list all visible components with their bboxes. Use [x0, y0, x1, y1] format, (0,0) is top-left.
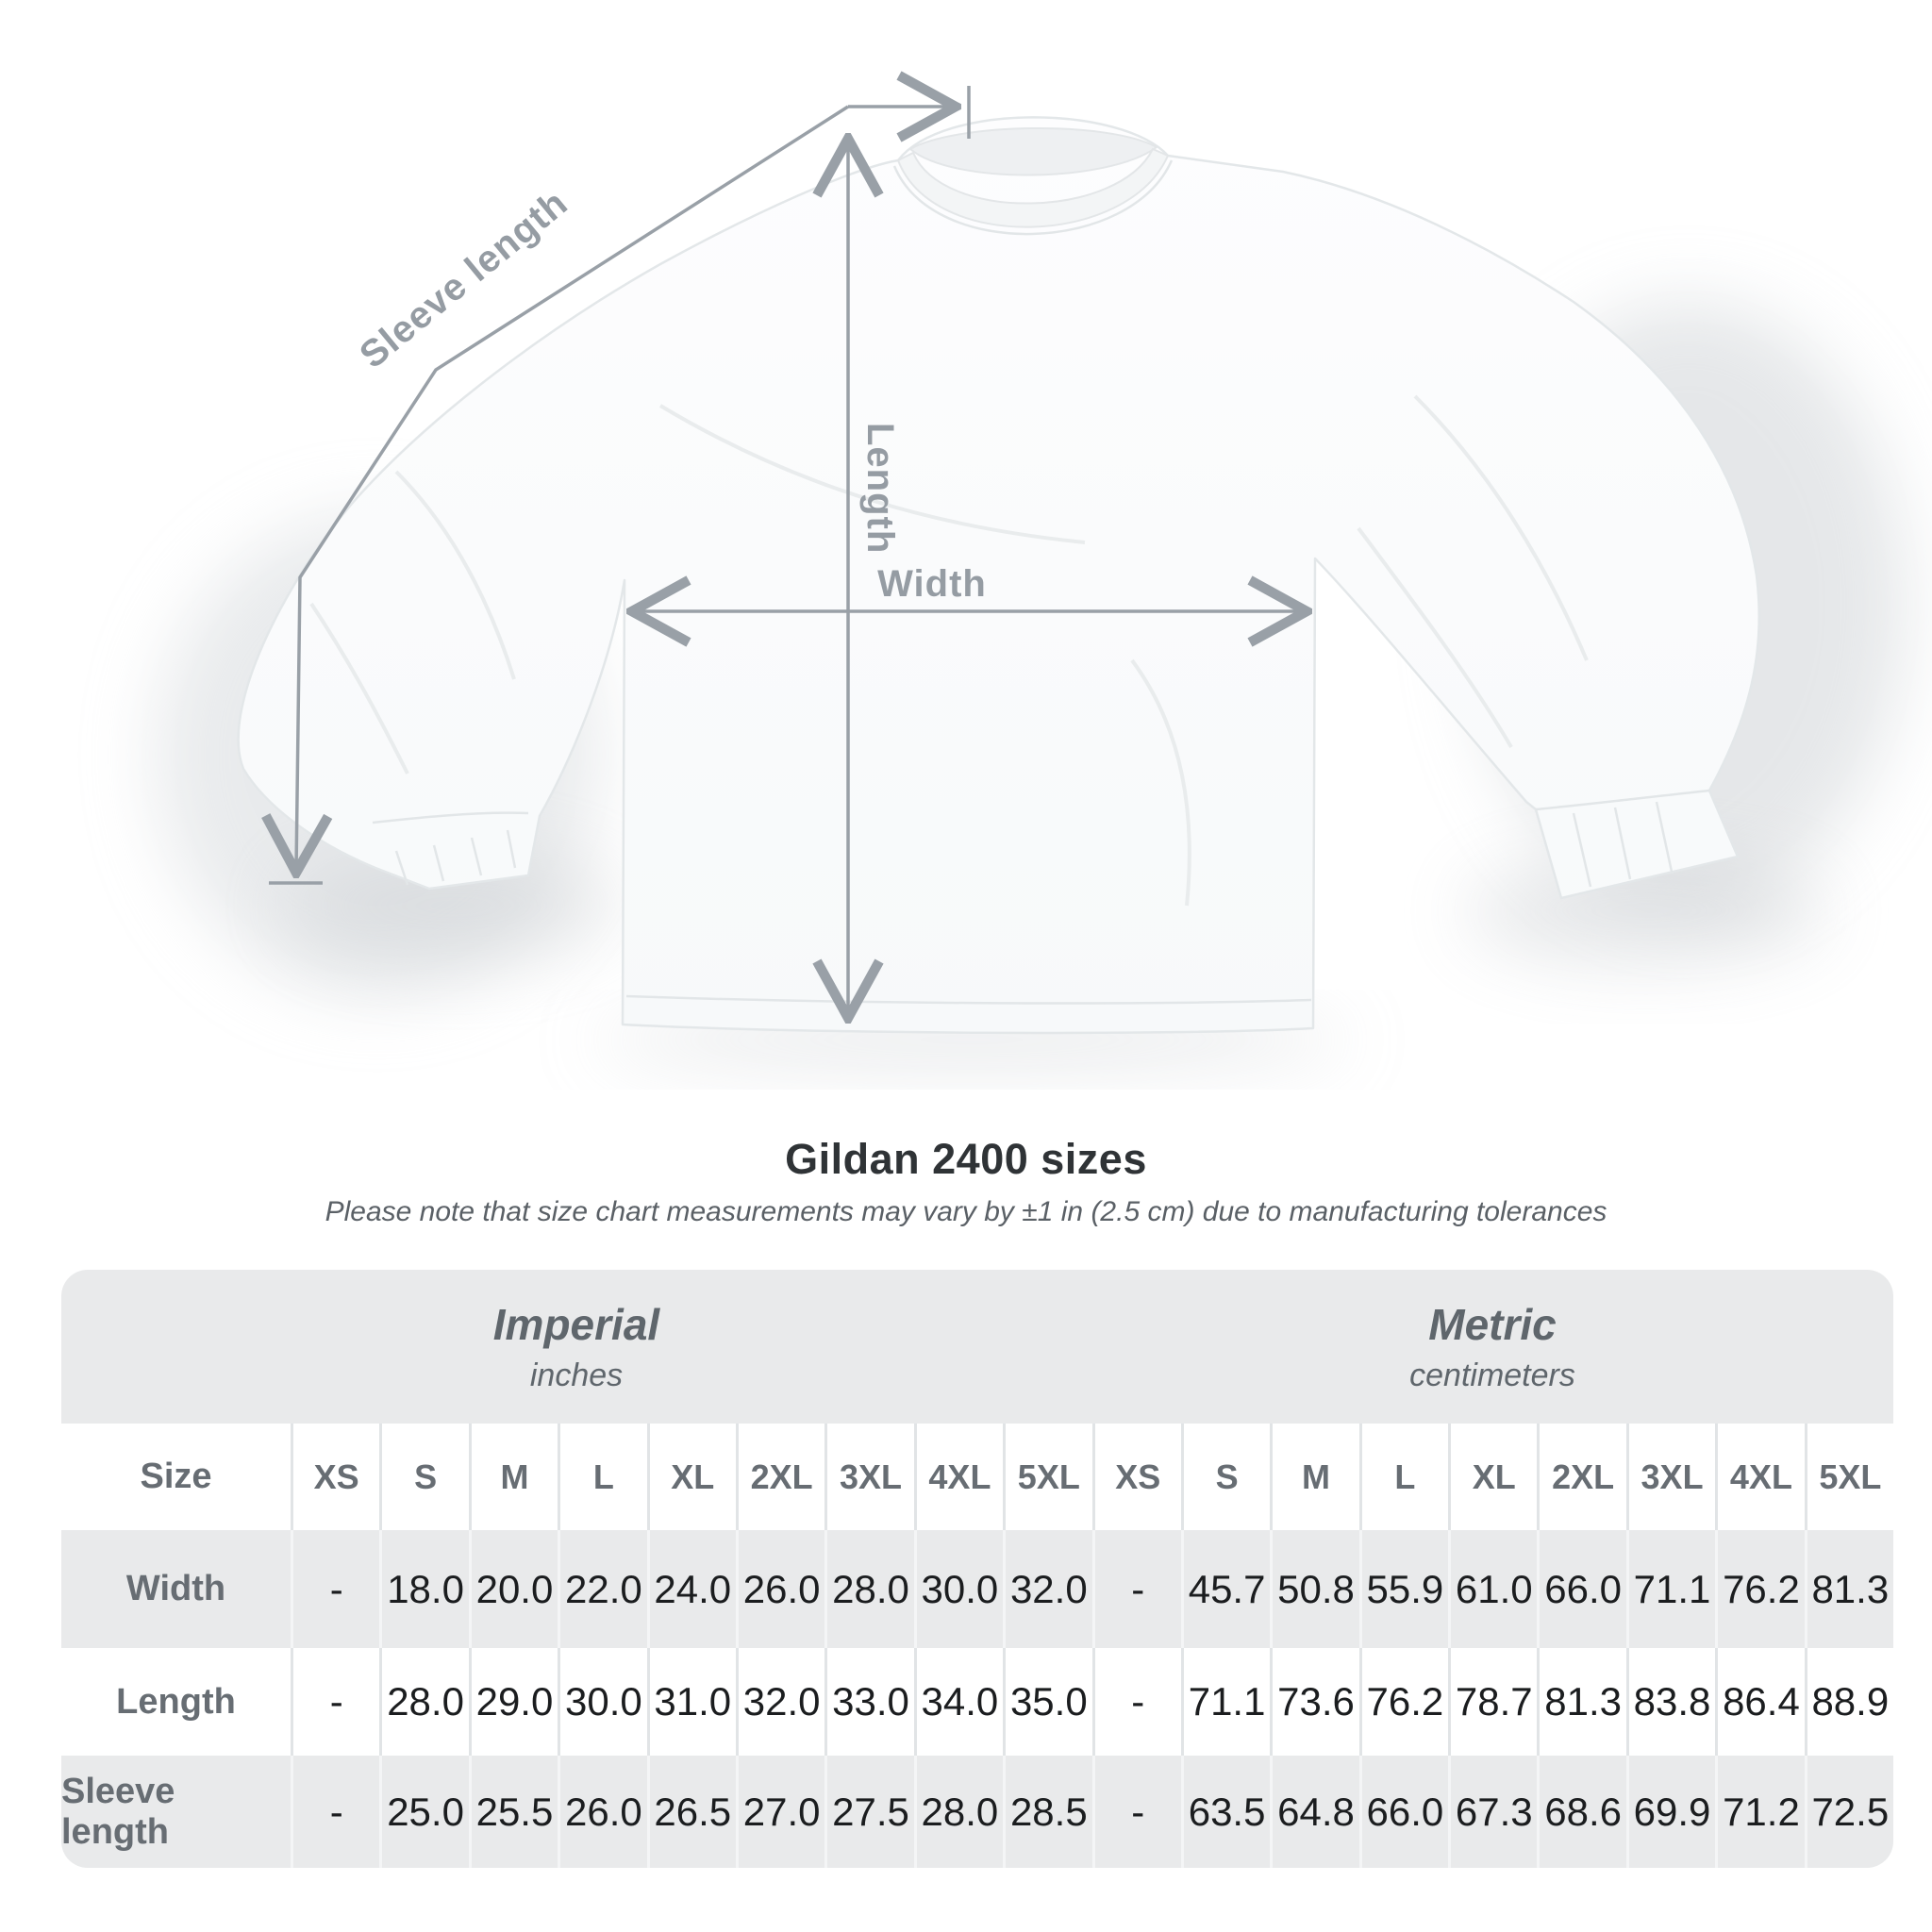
page-title: Gildan 2400 sizes	[785, 1135, 1147, 1183]
length-label: Length	[859, 423, 901, 555]
length-row-value-1: 28.0	[379, 1648, 468, 1756]
sleeve-length-row-value-3: 26.0	[558, 1756, 646, 1868]
sleeve-length-row-value-4: 26.5	[647, 1756, 736, 1868]
size-label-8: 5XL	[1003, 1424, 1091, 1530]
length-row-value-15: 83.8	[1626, 1648, 1715, 1756]
width-row-value-14: 66.0	[1537, 1530, 1625, 1648]
size-label-17: 5XL	[1805, 1424, 1893, 1530]
length-row-value-7: 34.0	[914, 1648, 1003, 1756]
sleeve-length-row-value-7: 28.0	[914, 1756, 1003, 1868]
sleeve-length-row-value-12: 66.0	[1359, 1756, 1448, 1868]
sleeve-length-row-value-10: 63.5	[1181, 1756, 1270, 1868]
length-row-value-16: 86.4	[1715, 1648, 1804, 1756]
sleeve-length-row-value-14: 68.6	[1537, 1756, 1625, 1868]
width-row-label: Width	[125, 1569, 226, 1608]
sleeve-length-row-value-9: -	[1092, 1756, 1181, 1868]
length-row-value-6: 33.0	[824, 1648, 913, 1756]
length-row-value-5: 32.0	[736, 1648, 824, 1756]
width-row-value-10: 45.7	[1181, 1530, 1270, 1648]
sleeve-length-row-value-17: 72.5	[1805, 1756, 1893, 1868]
imperial-band	[61, 1270, 1091, 1424]
size-label-11: M	[1270, 1424, 1358, 1530]
size-label-1: S	[379, 1424, 468, 1530]
size-label-13: XL	[1448, 1424, 1537, 1530]
size-label-15: 3XL	[1626, 1424, 1715, 1530]
width-row-value-17: 81.3	[1805, 1530, 1893, 1648]
width-row-value-0: -	[291, 1530, 379, 1648]
length-row-value-3: 30.0	[558, 1648, 646, 1756]
width-row-value-16: 76.2	[1715, 1530, 1804, 1648]
metric-label: Metric	[1428, 1300, 1557, 1349]
imperial-sublabel: inches	[529, 1357, 624, 1393]
length-row-value-0: -	[291, 1648, 379, 1756]
size-chart-table	[61, 1270, 1893, 1868]
size-label-16: 4XL	[1715, 1424, 1804, 1530]
size-header-row	[61, 1424, 1893, 1530]
width-row-value-5: 26.0	[736, 1530, 824, 1648]
width-row-value-2: 20.0	[469, 1530, 558, 1648]
sleeve-length-row	[61, 1756, 1893, 1868]
width-row-value-9: -	[1092, 1530, 1181, 1648]
sleeve-length-row-value-6: 27.5	[824, 1756, 913, 1868]
unit-band	[61, 1270, 1893, 1424]
size-column-header: Size	[140, 1457, 212, 1496]
length-row-value-14: 81.3	[1537, 1648, 1625, 1756]
sleeve-length-row-label: Sleeve length	[61, 1771, 175, 1852]
length-row-value-12: 76.2	[1359, 1648, 1448, 1756]
size-label-0: XS	[291, 1424, 379, 1530]
sleeve-length-row-value-2: 25.5	[469, 1756, 558, 1868]
sleeve-length-row-value-15: 69.9	[1626, 1756, 1715, 1868]
length-row-value-8: 35.0	[1003, 1648, 1091, 1756]
sleeve-length-row-value-5: 27.0	[736, 1756, 824, 1868]
width-row-value-4: 24.0	[647, 1530, 736, 1648]
size-label-9: XS	[1092, 1424, 1181, 1530]
length-row-value-2: 29.0	[469, 1648, 558, 1756]
sleeve-length-row-value-1: 25.0	[379, 1756, 468, 1868]
length-row-label: Length	[116, 1681, 236, 1722]
width-row-value-3: 22.0	[558, 1530, 646, 1648]
size-label-10: S	[1181, 1424, 1270, 1530]
width-row-value-7: 30.0	[914, 1530, 1003, 1648]
width-row-value-8: 32.0	[1003, 1530, 1091, 1648]
imperial-label: Imperial	[492, 1300, 660, 1349]
width-row	[61, 1530, 1893, 1648]
size-label-14: 2XL	[1537, 1424, 1625, 1530]
length-row-value-13: 78.7	[1448, 1648, 1537, 1756]
size-label-2: M	[469, 1424, 558, 1530]
sleeve-length-row-value-13: 67.3	[1448, 1756, 1537, 1868]
sleeve-length-row-value-11: 64.8	[1270, 1756, 1358, 1868]
size-label-4: XL	[647, 1424, 736, 1530]
size-label-3: L	[558, 1424, 646, 1530]
width-row-value-6: 28.0	[824, 1530, 913, 1648]
size-label-12: L	[1359, 1424, 1448, 1530]
width-label: Width	[877, 563, 987, 605]
length-row-value-4: 31.0	[647, 1648, 736, 1756]
length-row-value-11: 73.6	[1270, 1648, 1358, 1756]
size-label-7: 4XL	[914, 1424, 1003, 1530]
length-row-value-10: 71.1	[1181, 1648, 1270, 1756]
sleeve-length-row-value-8: 28.5	[1003, 1756, 1091, 1868]
width-row-value-15: 71.1	[1626, 1530, 1715, 1648]
sleeve-length-label: Sleeve length	[352, 181, 576, 377]
page-subtitle: Please note that size chart measurements may vary by ±1 in (2.5 cm) due to manufacturing tolerances	[325, 1196, 1607, 1227]
length-row-value-17: 88.9	[1805, 1648, 1893, 1756]
size-label-6: 3XL	[824, 1424, 913, 1530]
metric-sublabel: centimeters	[1409, 1357, 1575, 1393]
sleeve-length-row-value-16: 71.2	[1715, 1756, 1804, 1868]
width-row-value-1: 18.0	[379, 1530, 468, 1648]
sleeve-length-row-value-0: -	[291, 1756, 379, 1868]
length-row	[61, 1648, 1893, 1756]
width-row-value-12: 55.9	[1359, 1530, 1448, 1648]
width-row-value-13: 61.0	[1448, 1530, 1537, 1648]
length-row-value-9: -	[1092, 1648, 1181, 1756]
metric-band	[1091, 1270, 1893, 1424]
width-row-value-11: 50.8	[1270, 1530, 1358, 1648]
size-label-5: 2XL	[736, 1424, 824, 1530]
